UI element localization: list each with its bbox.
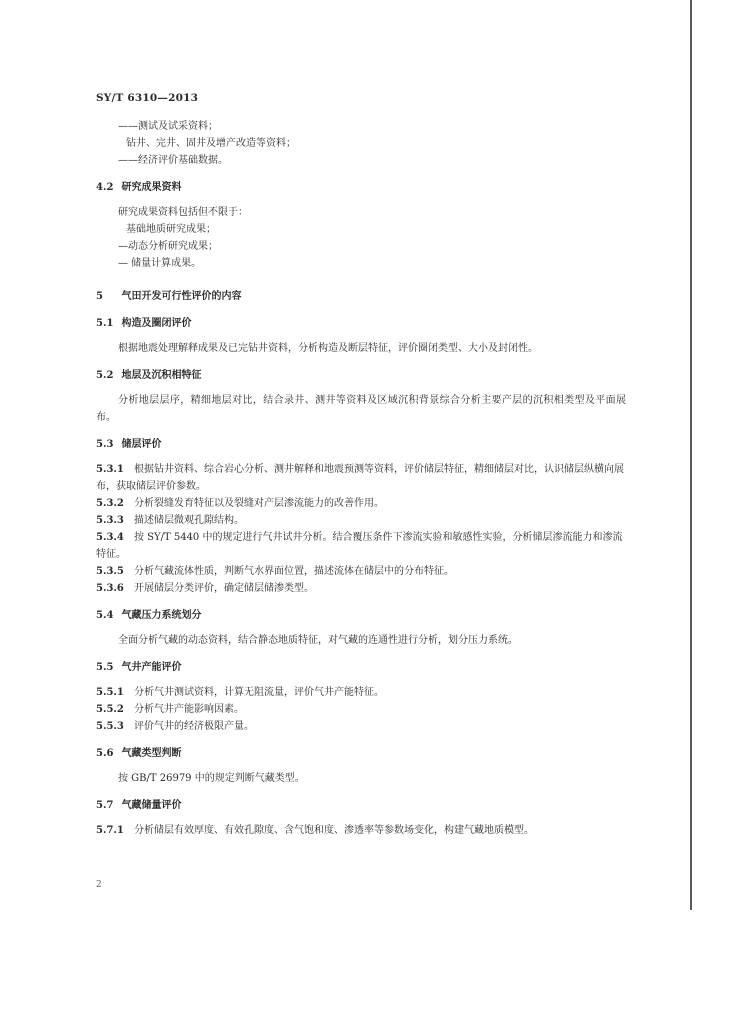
paragraph: 全面分析气藏的动态资料，结合静态地质特征，对气藏的连通性进行分析，划分压力系统。 xyxy=(118,635,518,646)
clause-text: 分析气藏流体性质，判断气水界面位置，描述流体在储层中的分布特征。 xyxy=(134,566,454,577)
section-heading-4-2 xyxy=(96,179,626,196)
clause xyxy=(96,718,626,735)
section-heading-5-1 xyxy=(96,315,626,332)
clause xyxy=(96,495,626,512)
document-body xyxy=(96,118,626,839)
list-item: ——测试及试采资料； xyxy=(118,121,218,132)
section-title: 气藏压力系统划分 xyxy=(121,610,202,621)
clause-number: 5.3.6 xyxy=(96,583,124,594)
list-item: 钻井、完井、固井及增产改造等资料； xyxy=(126,138,296,149)
clause-number: 5.3.5 xyxy=(96,566,124,577)
section-title: 气田开发可行性评价的内容 xyxy=(121,291,242,302)
section-number: 5.7 xyxy=(96,800,114,811)
section-heading-5-7 xyxy=(96,797,626,814)
list-item: 基础地质研究成果； xyxy=(126,224,216,235)
clause-number: 5.3.3 xyxy=(96,515,124,526)
page-number: 2 xyxy=(96,880,102,890)
clause-text: 分析气井产能影响因素。 xyxy=(134,704,244,715)
clause xyxy=(96,701,626,718)
section-heading-5-5 xyxy=(96,659,626,676)
section-heading-5 xyxy=(96,288,626,305)
paragraph: 研究成果资料包括但不限于： xyxy=(118,207,248,218)
standard-code: SY/T 6310—2013 xyxy=(96,92,199,104)
section-title: 储层评价 xyxy=(121,439,162,450)
section-title: 气藏类型判断 xyxy=(121,748,182,759)
clause-text: 根据钻井资料、综合岩心分析、测井解释和地震预测等资料，评价储层特征，精细储层对比，认识储层纵横向展布，获取储层评价参数。 xyxy=(96,464,624,492)
section-title: 气藏储量评价 xyxy=(121,800,182,811)
section-number: 5.1 xyxy=(96,318,114,329)
clause xyxy=(96,512,626,529)
clause-text: 按 SY/T 5440 中的规定进行气井试井分析。结合覆压条件下渗流实验和敏感性实验，分析储层渗流能力和渗流特征。 xyxy=(96,532,623,560)
clause-number: 5.3.1 xyxy=(96,464,124,475)
list-item: —动态分析研究成果； xyxy=(118,241,218,252)
clause xyxy=(96,580,626,597)
section-heading-5-4 xyxy=(96,607,626,624)
clause-text: 描述储层微观孔隙结构。 xyxy=(134,515,244,526)
clause-number: 5.3.4 xyxy=(96,532,124,543)
section-title: 构造及圈闭评价 xyxy=(121,318,192,329)
paragraph: 分析地层层序，精细地层对比，结合录井、测井等资料及区域沉积背景综合分析主要产层的沉积相类型及平面展布。 xyxy=(96,395,626,423)
list-item: — 储量计算成果。 xyxy=(118,258,202,269)
section-heading-5-3 xyxy=(96,436,626,453)
section-heading-5-2 xyxy=(96,367,626,384)
clause-number: 5.7.1 xyxy=(96,825,124,836)
clause xyxy=(96,822,626,839)
section-title: 地层及沉积相特征 xyxy=(121,370,202,381)
clause xyxy=(96,563,626,580)
section-title: 气井产能评价 xyxy=(121,662,182,673)
clause-number: 5.5.1 xyxy=(96,687,124,698)
section-number: 5.4 xyxy=(96,610,114,621)
page-edge-line xyxy=(690,0,692,910)
section-number: 5.5 xyxy=(96,662,114,673)
section-number: 5.2 xyxy=(96,370,114,381)
section-number: 5.6 xyxy=(96,748,114,759)
clause-number: 5.5.3 xyxy=(96,721,124,732)
clause xyxy=(96,684,626,701)
paragraph: 按 GB/T 26979 中的规定判断气藏类型。 xyxy=(118,773,305,784)
clause xyxy=(96,529,626,563)
list-item: ——经济评价基础数据。 xyxy=(118,155,228,166)
section-number: 5.3 xyxy=(96,439,114,450)
section-number: 4.2 xyxy=(96,182,114,193)
clause xyxy=(96,461,626,495)
section-title: 研究成果资料 xyxy=(121,182,182,193)
clause-text: 评价气井的经济极限产量。 xyxy=(134,721,254,732)
clause-number: 5.5.2 xyxy=(96,704,124,715)
section-number: 5 xyxy=(96,291,103,302)
clause-text: 开展储层分类评价，确定储层储渗类型。 xyxy=(134,583,314,594)
clause-text: 分析气井测试资料，计算无阻流量，评价气井产能特征。 xyxy=(134,687,384,698)
section-heading-5-6 xyxy=(96,745,626,762)
clause-text: 分析裂缝发育特征以及裂缝对产层渗流能力的改善作用。 xyxy=(134,498,384,509)
paragraph: 根据地震处理解释成果及已完钻井资料，分析构造及断层特征，评价圈闭类型、大小及封闭性。 xyxy=(118,343,538,354)
clause-number: 5.3.2 xyxy=(96,498,124,509)
clause-text: 分析储层有效厚度、有效孔隙度、含气饱和度、渗透率等参数场变化，构建气藏地质模型。 xyxy=(134,825,534,836)
